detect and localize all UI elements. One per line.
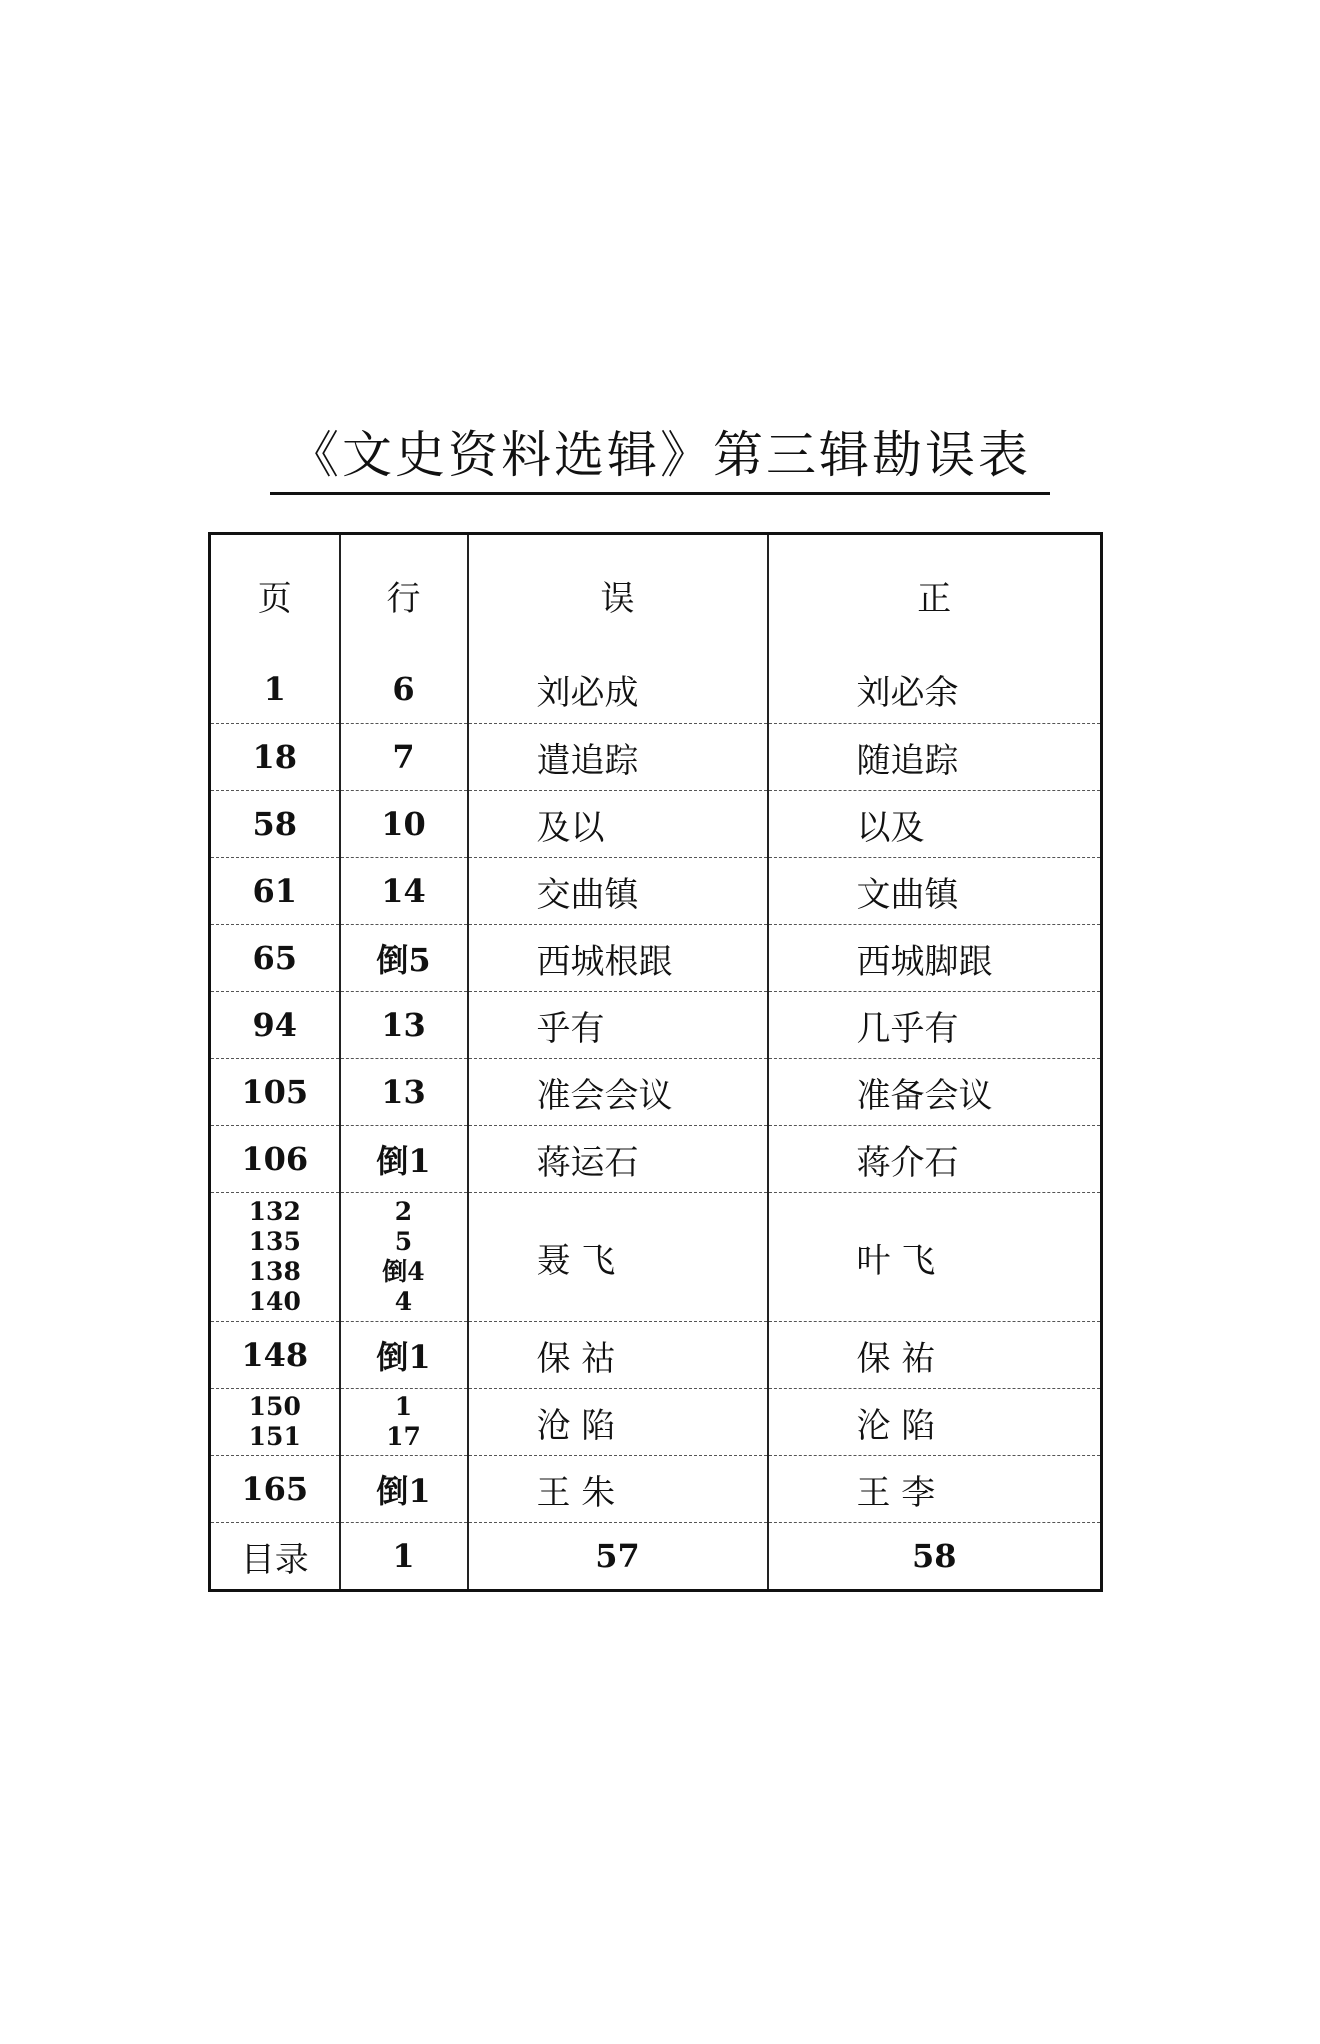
page-cell (210, 1193, 340, 1322)
line-number: 17 (386, 1422, 421, 1451)
line-cell: 6 (340, 655, 468, 724)
line-cell (340, 1389, 468, 1456)
line-number: 2 (394, 1197, 413, 1226)
page-number: 135 (248, 1227, 301, 1256)
wrong-cell: 保 祜 (468, 1322, 768, 1389)
page-number: 151 (248, 1422, 301, 1451)
line-cell: 倒1 (340, 1322, 468, 1389)
wrong-cell: 西城根跟 (468, 925, 768, 992)
wrong-cell: 57 (468, 1523, 768, 1591)
table-row (210, 858, 1102, 925)
table-row (210, 655, 1102, 724)
page-cell: 148 (210, 1322, 340, 1389)
table-row (210, 1456, 1102, 1523)
correct-cell: 文曲镇 (768, 858, 1102, 925)
header-wrong: 误 (468, 534, 768, 656)
wrong-cell: 遣追踪 (468, 724, 768, 791)
line-cell: 13 (340, 1059, 468, 1126)
table-row (210, 724, 1102, 791)
correct-cell: 准备会议 (768, 1059, 1102, 1126)
line-cell: 倒1 (340, 1126, 468, 1193)
wrong-cell: 乎有 (468, 992, 768, 1059)
wrong-cell: 王 朱 (468, 1456, 768, 1523)
correct-cell: 几乎有 (768, 992, 1102, 1059)
page-cell: 61 (210, 858, 340, 925)
page-cell (210, 1389, 340, 1456)
line-cell: 7 (340, 724, 468, 791)
page-cell: 目录 (240, 1539, 309, 1580)
errata-table (208, 532, 1103, 1592)
line-cell: 倒5 (340, 925, 468, 992)
line-number: 5 (394, 1227, 413, 1256)
wrong-cell: 刘必成 (468, 655, 768, 724)
correct-cell: 王 李 (768, 1456, 1102, 1523)
correct-cell: 58 (768, 1523, 1102, 1591)
title-underline (270, 492, 1050, 495)
table-row (210, 1322, 1102, 1389)
line-cell: 14 (340, 858, 468, 925)
header-row (210, 534, 1102, 656)
correct-cell: 随追踪 (768, 724, 1102, 791)
page-cell: 65 (210, 925, 340, 992)
table-row (210, 1059, 1102, 1126)
page-cell: 94 (210, 992, 340, 1059)
correct-cell: 西城脚跟 (768, 925, 1102, 992)
page-cell: 1 (210, 655, 340, 724)
table-row (210, 791, 1102, 858)
page-cell: 165 (210, 1456, 340, 1523)
line-cell: 10 (340, 791, 468, 858)
correct-cell: 蒋介石 (768, 1126, 1102, 1193)
correct-cell: 叶 飞 (768, 1193, 1102, 1322)
wrong-cell: 交曲镇 (468, 858, 768, 925)
line-cell: 1 (340, 1523, 468, 1591)
table-row (210, 1389, 1102, 1456)
correct-cell: 以及 (768, 791, 1102, 858)
line-cell (340, 1193, 468, 1322)
correct-cell: 沦 陷 (768, 1389, 1102, 1456)
table-row (210, 925, 1102, 992)
page-cell: 106 (210, 1126, 340, 1193)
header-line: 行 (340, 534, 468, 656)
page-cell: 58 (210, 791, 340, 858)
correct-cell: 刘必余 (768, 655, 1102, 724)
wrong-cell: 及以 (468, 791, 768, 858)
line-number: 倒4 (382, 1257, 425, 1286)
table-row (210, 1193, 1102, 1322)
header-correct: 正 (768, 534, 1102, 656)
document-title: 《文史资料选辑》第三辑勘误表 (289, 426, 1031, 484)
correct-cell: 保 祐 (768, 1322, 1102, 1389)
page-number: 140 (248, 1287, 301, 1316)
line-cell: 倒1 (340, 1456, 468, 1523)
table-row (210, 1126, 1102, 1193)
header-page: 页 (257, 578, 292, 619)
page-number: 138 (248, 1257, 301, 1286)
line-number: 1 (394, 1392, 413, 1421)
wrong-cell: 蒋运石 (468, 1126, 768, 1193)
table-row (210, 1523, 1102, 1591)
wrong-cell: 准会会议 (468, 1059, 768, 1126)
wrong-cell: 聂 飞 (468, 1193, 768, 1322)
line-cell: 13 (340, 992, 468, 1059)
page-number: 132 (248, 1197, 301, 1226)
table-row (210, 992, 1102, 1059)
wrong-cell: 沧 陷 (468, 1389, 768, 1456)
line-number: 4 (394, 1287, 413, 1316)
page-cell: 105 (210, 1059, 340, 1126)
page-number: 150 (248, 1392, 301, 1421)
page-cell: 18 (210, 724, 340, 791)
